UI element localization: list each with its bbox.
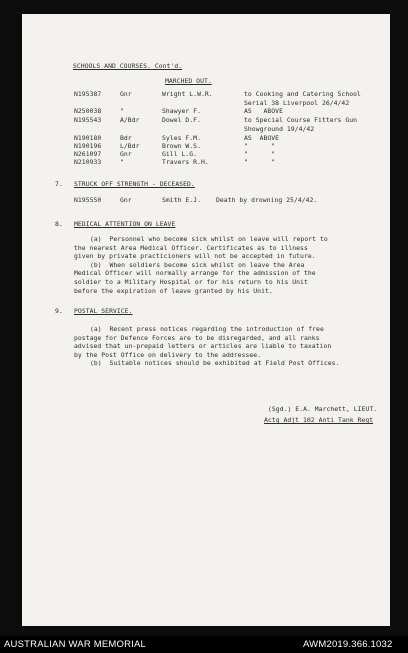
section-9-number: 9. (55, 307, 63, 315)
paragraph-line: soldier to a Military Hospital or for his return to his Unit (74, 278, 308, 286)
signature-line: (Sgd.) E.A. Marchett, LIEUT. (268, 405, 378, 413)
signature-title: Actg Adjt 102 Anti Tank Regt (264, 416, 374, 424)
section-heading: SCHOOLS AND COURSES. Cont'd. (73, 62, 183, 70)
section-8-title: MEDICAL ATTENTION ON LEAVE (74, 220, 176, 228)
rank: " (120, 107, 124, 115)
document-page (22, 14, 390, 626)
footer-institution: AUSTRALIAN WAR MEMORIAL (4, 639, 147, 650)
destination: " " (244, 150, 276, 158)
soldier-name: Shawyer F. (162, 107, 201, 115)
paragraph-line: (a) Personnel who become sick whilst on leave will report to (90, 235, 328, 243)
service-number: N195543 (74, 116, 102, 124)
footer-accession-number: AWM2019.366.1032 (303, 639, 393, 650)
paragraph-line: advised that un-prepaid letters or articles are liable to taxation (74, 342, 332, 351)
destination: Serial 38 Liverpool 26/4/42 (244, 99, 350, 107)
destination: AS ABOVE (244, 107, 283, 115)
service-number: N195387 (74, 90, 102, 98)
destination: to Special Course Fitters Gun (244, 116, 358, 124)
rank: Gnr (120, 150, 132, 158)
service-number: N190180 (74, 134, 102, 142)
footer-bar (0, 636, 408, 653)
paragraph-line: postage for Defence Forces are to be disregarded, and all ranks (74, 333, 320, 342)
paragraph-line: Medical Officer will normally arrange for the admission of the (74, 269, 316, 278)
soldier-name: Travers R.H. (162, 158, 209, 166)
section-7-number: 7. (55, 180, 63, 188)
paragraph-line: the nearest Area Medical Officer. Certificates as to illness (74, 243, 308, 252)
service-number: N190196 (74, 142, 102, 150)
corner-mark: ˘ (16, 12, 21, 20)
paragraph-line: before the expiration of leave granted by his Unit. (74, 286, 273, 295)
destination: Showground 19/4/42 (244, 125, 315, 133)
destination: " " (244, 142, 276, 150)
service-number: N250038 (74, 107, 102, 115)
paragraph-line: (a) Recent press notices regarding the introduction of free (90, 325, 324, 333)
rank: A/Bdr (120, 116, 140, 124)
service-number: N195550 (74, 196, 102, 204)
service-number: N261097 (74, 150, 102, 158)
section-8-number: 8. (55, 220, 63, 228)
soldier-name: Syles F.M. (162, 134, 201, 142)
soldier-name: Brown W.S. (162, 142, 201, 150)
destination: " " (244, 158, 276, 166)
rank: L/Bdr (120, 142, 140, 150)
soldier-name: Dowel D.F. (162, 116, 201, 124)
paragraph-line: given by private practicioners will not be accepted in future. (74, 252, 316, 261)
soldier-name: Gill L.G. (162, 150, 198, 158)
soldier-name: Wright L.W.R. (162, 90, 213, 98)
rank: Bdr (120, 134, 132, 142)
paragraph-line: by the Post Office on delivery to the addressee. (74, 350, 262, 359)
service-number: N210933 (74, 158, 102, 166)
destination: AS ABOVE (244, 134, 280, 142)
deceased-detail: Death by drowning 25/4/42. (216, 196, 318, 204)
section-9-title: POSTAL SERVICE. (74, 307, 133, 315)
marched-out-title: MARCHED OUT. (165, 77, 212, 85)
paragraph-line: (b) When soldiers become sick whilst on leave the Area (90, 260, 305, 269)
rank: Gnr (120, 90, 132, 98)
section-7-title: STRUCK OFF STRENGTH - DECEASED. (74, 180, 195, 188)
destination: to Cooking and Catering School (244, 90, 361, 98)
paragraph-line: (b) Suitable notices should be exhibited at Field Post Offices. (90, 359, 340, 368)
rank: Gnr (120, 196, 132, 204)
soldier-name: Smith E.J. (162, 196, 201, 204)
rank: " (120, 158, 124, 166)
